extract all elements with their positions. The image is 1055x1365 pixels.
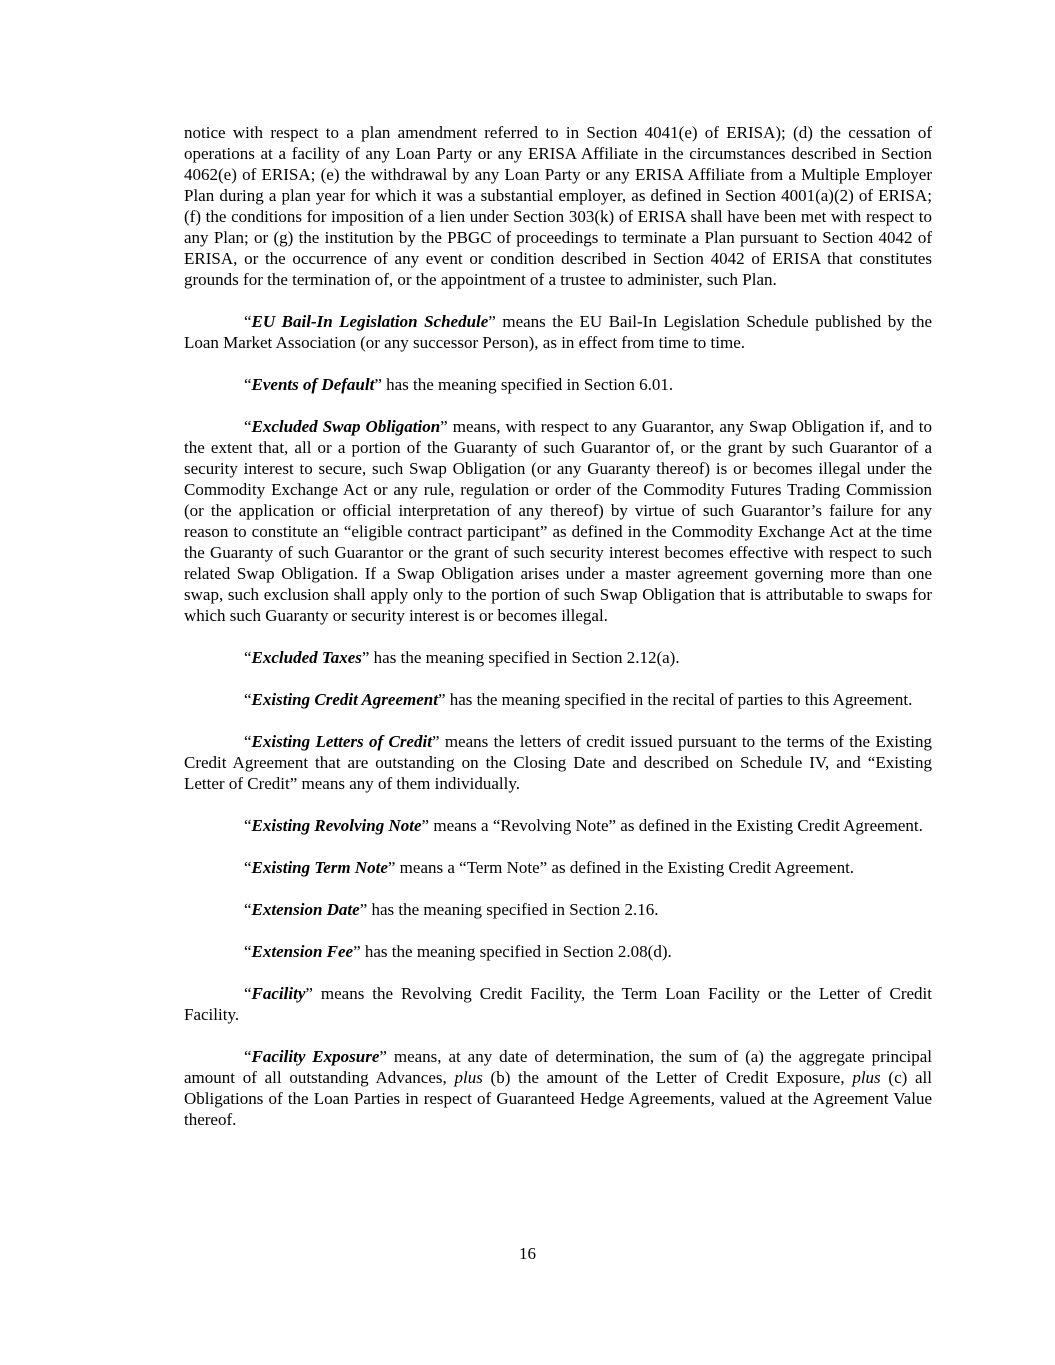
text-run: “ <box>244 858 252 877</box>
paragraph <box>184 731 932 794</box>
paragraph <box>184 689 932 710</box>
paragraph <box>184 416 932 626</box>
paragraph <box>184 815 932 836</box>
paragraph <box>184 941 932 962</box>
defined-term: Existing Credit Agreement <box>251 690 438 709</box>
paragraph <box>184 857 932 878</box>
text-run: “ <box>244 1047 252 1066</box>
text-run: ” has the meaning specified in Section 2.08(d). <box>353 942 672 961</box>
paragraph <box>184 311 932 353</box>
paragraph <box>184 1046 932 1130</box>
text-run: “ <box>244 648 252 667</box>
defined-term: Excluded Taxes <box>251 648 362 667</box>
text-run: “ <box>244 942 252 961</box>
defined-term: Facility Exposure <box>251 1047 380 1066</box>
text-run: ” means a “Revolving Note” as defined in the Existing Credit Agreement. <box>421 816 923 835</box>
text-run: (b) the amount of the Letter of Credit Exposure, <box>482 1068 853 1087</box>
text-run: plus <box>852 1068 881 1087</box>
defined-term: Excluded Swap Obligation <box>251 417 441 436</box>
page-number: 16 <box>519 1244 536 1263</box>
text-run: notice with respect to a plan amendment referred to in Section 4041(e) of ERISA); (d) the cessation of operations at a facility of any Loan Party or any ERISA Affiliate in the circumstances described in Section 4062(e) of ERISA; (e) the withdrawal by any Loan Party or any ERISA Affiliate from a Multiple Employer Plan during a plan year for which it was a substantial employer, as defined in Section 4001(a)(2) of ERISA; (f) the conditions for imposition of a lien under Section 303(k) of ERISA shall have been met with respect to any Plan; or (g) the institution by the PBGC of proceedings to terminate a Plan pursuant to Section 4042 of ERISA, or the occurrence of any event or condition described in Section 4042 of ERISA that constitutes grounds for the termination of, or the appointment of a trustee to administer, such Plan. <box>184 123 932 289</box>
defined-term: Extension Fee <box>251 942 354 961</box>
text-run: ” means the letters of credit issued pursuant to the terms of the Existing Credit Agreement that are outstanding on the Closing Date and described on Schedule IV, and “Existing Letter of Credit” means any of them individually. <box>184 732 933 793</box>
defined-term: Extension Date <box>251 900 360 919</box>
defined-term: Existing Revolving Note <box>251 816 422 835</box>
text-run: “ <box>244 312 252 331</box>
text-run: “ <box>244 816 252 835</box>
text-run: ” has the meaning specified in the recital of parties to this Agreement. <box>437 690 913 709</box>
text-run: ” has the meaning specified in Section 2.16. <box>359 900 659 919</box>
text-run: “ <box>244 375 252 394</box>
defined-term: Facility <box>251 984 306 1003</box>
paragraph <box>184 374 932 395</box>
text-run: ” means, with respect to any Guarantor, any Swap Obligation if, and to the extent that, all or a portion of the Guaranty of such Guarantor of, or the grant by such Guarantor of a security interest to secure, such Swap Obligation (or any Guaranty thereof) is or becomes illegal under the Commodity Exchange Act or any rule, regulation or order of the Commodity Futures Trading Commission (or the application or official interpretation of any thereof) by virtue of such Guarantor’s failure for any reason to constitute an “eligible contract participant” as defined in the Commodity Exchange Act at the time the Guaranty of such Guarantor or the grant of such security interest becomes effective with respect to such related Swap Obligation. If a Swap Obligation arises under a master agreement governing more than one swap, such exclusion shall apply only to the portion of such Swap Obligation that is attributable to swaps for which such Guaranty or security interest is or becomes illegal. <box>184 417 932 625</box>
defined-term: Existing Letters of Credit <box>251 732 432 751</box>
text-run: “ <box>244 417 252 436</box>
text-run: ” means a “Term Note” as defined in the Existing Credit Agreement. <box>387 858 855 877</box>
text-run: plus <box>454 1068 483 1087</box>
text-run: ” means, at any date of determination, the sum of (a) the aggregate principal amount of all outstanding Advances, <box>184 1047 932 1087</box>
document-body <box>184 122 932 1151</box>
text-run: (c) all Obligations of the Loan Parties in respect of Guaranteed Hedge Agreements, valued at the Agreement Value thereof. <box>184 1068 932 1129</box>
text-run: ” means the EU Bail-In Legislation Schedule published by the Loan Market Association (or any successor Person), as in effect from time to time. <box>184 312 933 352</box>
paragraph <box>184 983 932 1025</box>
text-run: “ <box>244 732 252 751</box>
paragraph <box>184 899 932 920</box>
paragraph <box>184 647 932 668</box>
defined-term: Events of Default <box>251 375 375 394</box>
text-run: ” means the Revolving Credit Facility, the Term Loan Facility or the Letter of Credit Facility. <box>184 984 932 1024</box>
text-run: ” has the meaning specified in Section 2.12(a). <box>361 648 680 667</box>
text-run: “ <box>244 984 252 1003</box>
text-run: “ <box>244 900 252 919</box>
defined-term: EU Bail-In Legislation Schedule <box>251 312 489 331</box>
defined-term: Existing Term Note <box>251 858 388 877</box>
paragraph <box>184 122 932 290</box>
text-run: ” has the meaning specified in Section 6.01. <box>374 375 674 394</box>
text-run: “ <box>244 690 252 709</box>
